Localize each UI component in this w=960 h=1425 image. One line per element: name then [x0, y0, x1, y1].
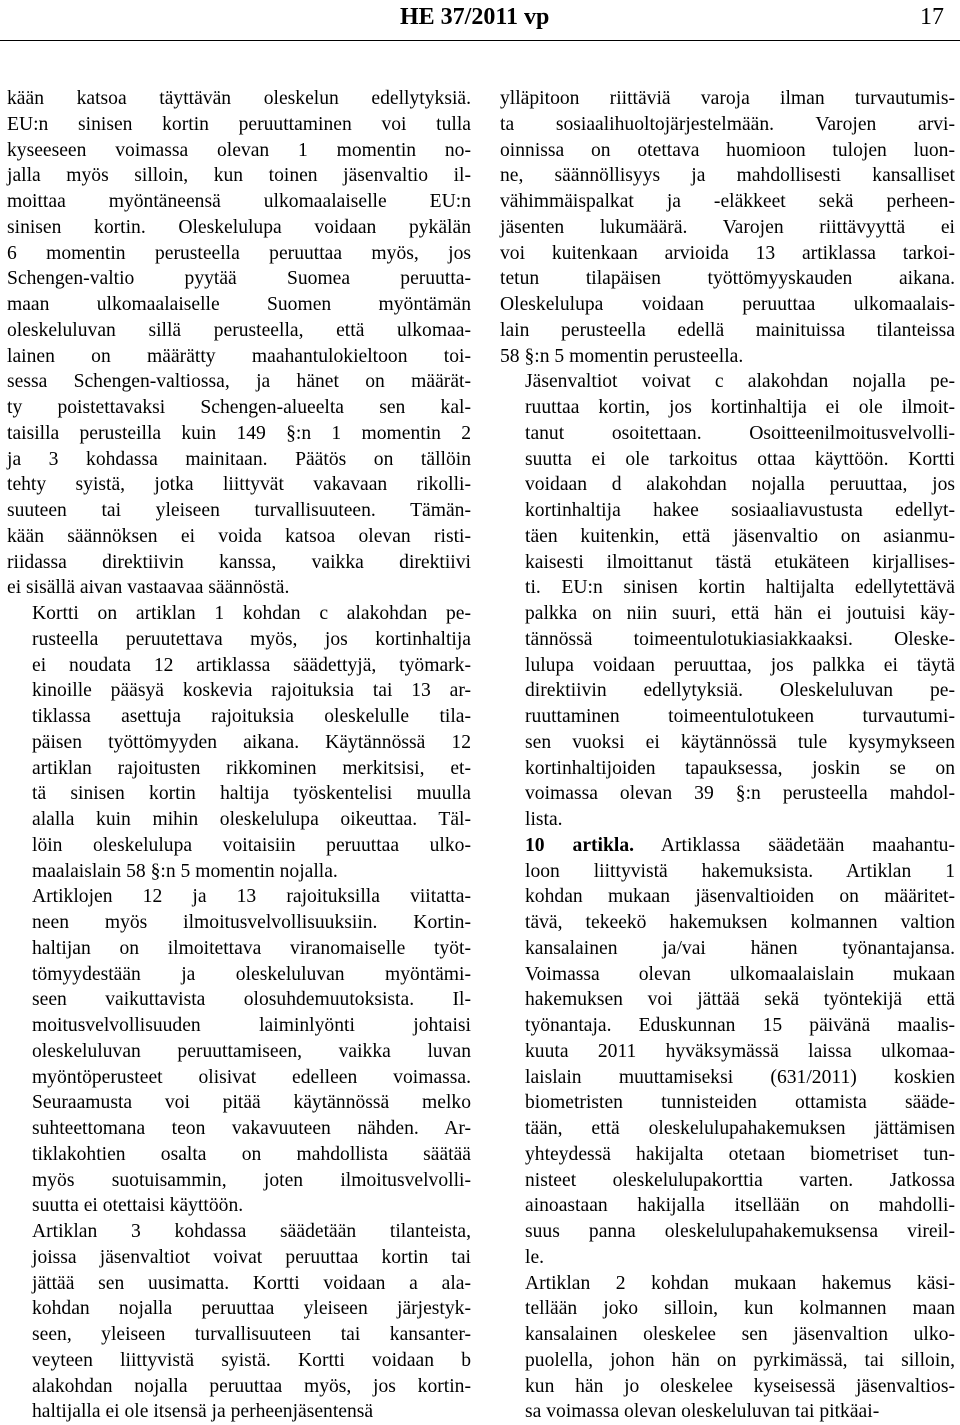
text-line	[500, 653, 955, 679]
line-text: artiklan rajoitusten rikkominen merkitsisi, et-	[32, 758, 471, 779]
text-line	[500, 1193, 955, 1219]
paragraph	[7, 1219, 471, 1425]
line-text: haltijan on ilmoitettava viranomaiselle työt-	[32, 938, 471, 959]
text-line	[7, 447, 471, 473]
line-text: ruuttaminen toimeentulotukeen turvautumi-	[525, 706, 955, 727]
line-text: lulupa voidaan peruuttaa, jos palkka ei täytä	[525, 655, 955, 676]
text-line	[7, 421, 471, 447]
line-text: ruuttaa kortin, jos kortinhaltija ei ole ilmoit-	[525, 397, 955, 418]
text-line	[500, 1142, 955, 1168]
line-text: kinoille pääsyä koskevia rajoituksia tai 13 ar-	[32, 680, 471, 701]
text-line	[7, 1090, 471, 1116]
text-line	[500, 730, 955, 756]
line-text: oleskeluluvan sillä perusteella, että ulkomaa-	[7, 320, 471, 341]
line-text: suutta ei otettaisi käyttöön.	[32, 1195, 243, 1216]
line-text: nisteet oleskelulupakorttia varten. Jatkossa	[525, 1170, 955, 1191]
text-line	[500, 369, 955, 395]
text-line	[500, 575, 955, 601]
text-line	[500, 807, 955, 833]
text-line	[500, 1245, 955, 1271]
text-line	[500, 704, 955, 730]
line-text: sen vuoksi ei käytännössä tule kysymykseen	[525, 732, 955, 753]
line-text: Seuraamusta voi pitää käytännössä melko	[32, 1092, 471, 1113]
line-text: alalla kuin mihin oleskelulupa oikeuttaa. Täl-	[32, 809, 471, 830]
text-line	[7, 163, 471, 189]
line-text: le.	[525, 1247, 544, 1268]
paragraph	[7, 884, 471, 1219]
text-line	[7, 1374, 471, 1400]
text-line	[7, 498, 471, 524]
text-line	[500, 1168, 955, 1194]
text-line	[500, 936, 955, 962]
line-text: alakohdan nojalla peruuttaa myös, jos kortin-	[32, 1376, 471, 1397]
text-line	[500, 859, 955, 885]
text-line	[500, 781, 955, 807]
text-line	[500, 987, 955, 1013]
paragraph	[500, 369, 955, 833]
line-text: sa voimassa olevan oleskeluluvan tai pitkäai-	[525, 1401, 879, 1422]
running-header	[0, 0, 960, 46]
line-text: kun hän jo oleskelee kyseisessä jäsenvaltios-	[525, 1376, 955, 1397]
line-text: työnantaja. Eduskunnan 15 päivänä maalis-	[525, 1015, 955, 1036]
line-text: tellään joko silloin, kun kolmannen maan	[525, 1298, 955, 1319]
right-text-column	[500, 86, 955, 1386]
text-line	[7, 653, 471, 679]
text-line	[7, 1296, 471, 1322]
line-text: Kortti on artiklan 1 kohdan c alakohdan pe-	[32, 603, 471, 624]
text-line	[7, 859, 471, 885]
text-line	[500, 86, 955, 112]
document-identifier: HE 37/2011 vp	[400, 4, 549, 31]
text-line	[500, 241, 955, 267]
line-text: jalla myös silloin, kun toinen jäsenvaltio il-	[7, 165, 471, 186]
line-text: moitusvelvollisuuden laiminlyönti johtaisi	[32, 1015, 471, 1036]
line-text: loon liittyvistä hakemuksista. Artiklan 1	[525, 861, 955, 882]
line-text: tetun tilapäisen työttömyyskauden aikana.	[500, 268, 955, 289]
header-rule	[0, 40, 960, 41]
line-text: löin oleskelulupa voitaisiin peruuttaa ulko-	[32, 835, 471, 856]
text-line	[7, 266, 471, 292]
line-text: Artiklassa säädetään maahantu-	[634, 835, 955, 856]
line-text: joissa jäsenvaltiot voivat peruuttaa kortin tai	[32, 1247, 471, 1268]
line-text: ta sosiaalihuoltojärjestelmään. Varojen arvi-	[500, 114, 955, 135]
line-text: kansalainen oleskelee sen jäsenvaltion ulko-	[525, 1324, 955, 1345]
paragraph	[500, 86, 955, 369]
text-line	[7, 1116, 471, 1142]
line-text: jättää sen uusimatta. Kortti voidaan a ala-	[32, 1273, 471, 1294]
text-line	[500, 833, 955, 859]
text-line	[7, 1193, 471, 1219]
line-text: suutta ei ole tarkoitus ottaa käyttöön. Kortti	[525, 449, 955, 470]
text-line	[7, 395, 471, 421]
text-line	[7, 215, 471, 241]
text-line	[500, 601, 955, 627]
text-line	[7, 627, 471, 653]
line-text: moittaa myöntäneensä ulkomaalaiselle EU:n	[7, 191, 471, 212]
line-text: seen vaikuttavista olosuhdemuutoksista. Il-	[32, 989, 471, 1010]
text-line	[500, 266, 955, 292]
line-text: riidassa direktiivin kanssa, vaikka direktiivi	[7, 552, 471, 573]
line-text: kohdan mukaan jäsenvaltioiden on määritet-	[525, 886, 955, 907]
line-text: kohdan nojalla peruuttaa yleiseen järjestyk-	[32, 1298, 471, 1319]
text-line	[500, 472, 955, 498]
text-line	[7, 369, 471, 395]
line-text: 6 momentin perusteella peruuttaa myös, jos	[7, 243, 471, 264]
line-text: kyseeseen voimassa olevan 1 momentin no-	[7, 140, 471, 161]
text-line	[500, 395, 955, 421]
text-line	[7, 1399, 471, 1425]
text-line	[7, 781, 471, 807]
line-text: rusteella peruutettava myös, jos kortinhaltija	[32, 629, 471, 650]
text-line	[7, 1322, 471, 1348]
line-text: myöntöperusteet olisivat edelleen voimassa.	[32, 1067, 471, 1088]
text-line	[500, 524, 955, 550]
text-line	[500, 550, 955, 576]
line-text: Artiklan 2 kohdan mukaan hakemus käsi-	[525, 1273, 955, 1294]
line-text: EU:n sinisen kortin peruuttaminen voi tulla	[7, 114, 471, 135]
text-line	[500, 884, 955, 910]
line-text: päisen työttömyyden aikana. Käytännössä 12	[32, 732, 471, 753]
text-line	[7, 987, 471, 1013]
text-line	[7, 1168, 471, 1194]
paragraph	[500, 1271, 955, 1425]
line-text: tännössä toimeentulotukiasiakkaaksi. Oleske-	[525, 629, 955, 650]
text-line	[500, 678, 955, 704]
line-text: kortinhaltijoiden tapauksessa, joskin se on	[525, 758, 955, 779]
text-line	[7, 807, 471, 833]
line-text: Schengen-valtio pyytää Suomea peruutta-	[7, 268, 471, 289]
line-text: suhteettomana teon vakavuuteen nähden. Ar-	[32, 1118, 471, 1139]
text-line	[500, 1399, 955, 1425]
text-line	[500, 189, 955, 215]
text-line	[500, 1039, 955, 1065]
line-text: tanut osoitettaan. Osoitteenilmoitusvelvolli-	[525, 423, 955, 444]
line-text: ja 3 kohdassa mainitaan. Päätös on tällöin	[7, 449, 471, 470]
line-text: täen kuitenkin, että jäsenvaltio on asianmu-	[525, 526, 955, 547]
line-text: tiklakohtien osalta on mahdollista säätää	[32, 1144, 471, 1165]
text-line	[7, 472, 471, 498]
line-text: kortinhaltija hakee sosiaaliavustusta edellyt-	[525, 500, 955, 521]
line-text: ylläpitoon riittäviä varoja ilman turvautumis-	[500, 88, 955, 109]
line-text: lain perusteella edellä mainituissa tilanteissa	[500, 320, 955, 341]
paragraph	[7, 601, 471, 884]
line-text: tiklassa asettuja rajoituksia oleskelulle tila-	[32, 706, 471, 727]
line-text: Artiklojen 12 ja 13 rajoituksilla viitatta-	[32, 886, 471, 907]
line-text: suuteen tai yleiseen turvallisuuteen. Tämän-	[7, 500, 471, 521]
line-text: lista.	[525, 809, 563, 830]
line-text: oleskeluluvan peruuttamiseen, vaikka luvan	[32, 1041, 471, 1062]
line-text: kään katsoa täyttävän oleskelun edellytyksiä.	[7, 88, 471, 109]
text-line	[500, 627, 955, 653]
text-line	[500, 1116, 955, 1142]
text-line	[500, 1013, 955, 1039]
text-line	[7, 241, 471, 267]
line-text: ty poistettavaksi Schengen-alueelta sen kal-	[7, 397, 471, 418]
line-text: vähimmäispalkat ja -eläkkeet sekä perheen-	[500, 191, 955, 212]
text-line	[500, 447, 955, 473]
line-text: maan ulkomaalaiselle Suomen myöntämän	[7, 294, 471, 315]
line-text: maalaislain 58 §:n 5 momentin nojalla.	[32, 861, 338, 882]
line-text: suus panna oleskelulupahakemuksensa vireil-	[525, 1221, 955, 1242]
text-line	[7, 318, 471, 344]
text-line	[7, 1013, 471, 1039]
line-text: ei sisällä aivan vastaavaa säännöstä.	[7, 577, 289, 598]
line-text: biometristen tunnisteiden ottamista sääde-	[525, 1092, 955, 1113]
text-line	[500, 910, 955, 936]
line-text: direktiivin edellytyksiä. Oleskeluluvan pe-	[525, 680, 955, 701]
text-line	[7, 1348, 471, 1374]
line-text: veyteen liittyvistä syistä. Kortti voidaan b	[32, 1350, 471, 1371]
line-text: yhteydessä hakijalta otetaan biometriset tun-	[525, 1144, 955, 1165]
text-line	[500, 318, 955, 344]
line-text: kansalainen ja/vai hänen työnantajansa.	[525, 938, 955, 959]
line-text: ne, säännöllisyys ja mahdollisesti kansalliset	[500, 165, 955, 186]
text-line	[7, 1065, 471, 1091]
text-line	[500, 1065, 955, 1091]
line-text: ainoastaan hakijalla itsellään on mahdolli-	[525, 1195, 955, 1216]
text-line	[7, 678, 471, 704]
line-text: sinisen kortin. Oleskelulupa voidaan pykälän	[7, 217, 471, 238]
text-line	[7, 884, 471, 910]
line-text: voidaan d alakohdan nojalla peruuttaa, jos	[525, 474, 955, 495]
section-heading: 10 artikla.	[525, 835, 634, 856]
text-line	[500, 1090, 955, 1116]
text-line	[7, 910, 471, 936]
text-line	[7, 962, 471, 988]
left-text-column	[7, 86, 471, 1386]
line-text: jäsenten lukumäärä. Varojen riittävyyttä ei	[500, 217, 955, 238]
line-text: lainen on määrätty maahantulokieltoon toi-	[7, 346, 471, 367]
text-line	[7, 138, 471, 164]
text-line	[500, 215, 955, 241]
line-text: kuuta 2011 hyväksymässä laissa ulkomaa-	[525, 1041, 955, 1062]
line-text: Oleskelulupa voidaan peruuttaa ulkomaalais-	[500, 294, 955, 315]
line-text: sessa Schengen-valtiossa, ja hänet on määrät-	[7, 371, 471, 392]
text-line	[7, 833, 471, 859]
line-text: haltijalla ei ole itsensä ja perheenjäsentensä	[32, 1401, 373, 1422]
text-line	[7, 550, 471, 576]
line-text: myös suotuisammin, joten ilmoitusvelvolli-	[32, 1170, 471, 1191]
text-line	[7, 1142, 471, 1168]
line-text: 58 §:n 5 momentin perusteella.	[500, 346, 743, 367]
line-text: oinnissa on otettava huomioon tulojen luon-	[500, 140, 955, 161]
line-text: ti. EU:n sinisen kortin haltijalta edellytettävä	[525, 577, 955, 598]
line-text: kaisesti ilmoittanut tästä etukäteen kirjallises-	[525, 552, 955, 573]
text-line	[500, 1296, 955, 1322]
text-line	[7, 704, 471, 730]
line-text: tömyydestään ja oleskeluluvan myöntämi-	[32, 964, 471, 985]
text-line	[7, 575, 471, 601]
text-line	[7, 1245, 471, 1271]
line-text: kään säännöksen ei voida katsoa olevan risti-	[7, 526, 471, 547]
text-line	[500, 112, 955, 138]
line-text: neen myös ilmoitusvelvollisuuksiin. Kortin-	[32, 912, 471, 933]
line-text: tehty syistä, jotka liittyvät vakavaan rikolli-	[7, 474, 471, 495]
text-line	[500, 1374, 955, 1400]
line-text: puolella, johon hän on pyrkimässä, tai silloin,	[525, 1350, 955, 1371]
text-line	[7, 730, 471, 756]
text-line	[500, 498, 955, 524]
text-line	[7, 1271, 471, 1297]
text-line	[7, 1039, 471, 1065]
text-line	[7, 344, 471, 370]
text-line	[500, 1219, 955, 1245]
line-text: hakemuksen voi jättää sekä työntekijä että	[525, 989, 955, 1010]
text-line	[500, 1271, 955, 1297]
line-text: laislain muuttamiseksi (631/2011) koskien	[525, 1067, 955, 1088]
text-line	[7, 292, 471, 318]
text-line	[7, 936, 471, 962]
text-line	[500, 756, 955, 782]
line-text: tään, että oleskelulupahakemuksen jättämisen	[525, 1118, 955, 1139]
line-text: tävä, tekeekö hakemuksen kolmannen valtion	[525, 912, 955, 933]
text-line	[500, 344, 955, 370]
text-line	[7, 756, 471, 782]
page-number: 17	[920, 4, 944, 31]
line-text: taisilla perusteilla kuin 149 §:n 1 momentin 2	[7, 423, 471, 444]
paragraph	[7, 86, 471, 601]
text-line	[7, 86, 471, 112]
line-text: ei noudata 12 artiklassa säädettyjä, työmark-	[32, 655, 471, 676]
paragraph	[500, 833, 955, 1271]
line-text: voi kuitenkaan arvioida 13 artiklassa tarkoi-	[500, 243, 955, 264]
line-text: Artiklan 3 kohdassa säädetään tilanteista,	[32, 1221, 471, 1242]
text-line	[7, 1219, 471, 1245]
text-line	[500, 1348, 955, 1374]
line-text: Jäsenvaltiot voivat c alakohdan nojalla pe-	[525, 371, 955, 392]
text-line	[7, 112, 471, 138]
line-text: seen, yleiseen turvallisuuteen tai kansanter-	[32, 1324, 471, 1345]
line-text: palkka on niin suuri, että hän ei joutuisi käy-	[525, 603, 955, 624]
line-text: voimassa olevan 39 §:n perusteella mahdol-	[525, 783, 955, 804]
text-line	[7, 524, 471, 550]
text-line	[7, 189, 471, 215]
text-line	[500, 138, 955, 164]
text-line	[500, 1322, 955, 1348]
line-text: tä sinisen kortin haltija työskentelisi muulla	[32, 783, 471, 804]
text-line	[500, 163, 955, 189]
text-line	[500, 292, 955, 318]
text-line	[500, 421, 955, 447]
text-line	[500, 962, 955, 988]
line-text: Voimassa olevan ulkomaalaislain mukaan	[525, 964, 955, 985]
text-line	[7, 601, 471, 627]
